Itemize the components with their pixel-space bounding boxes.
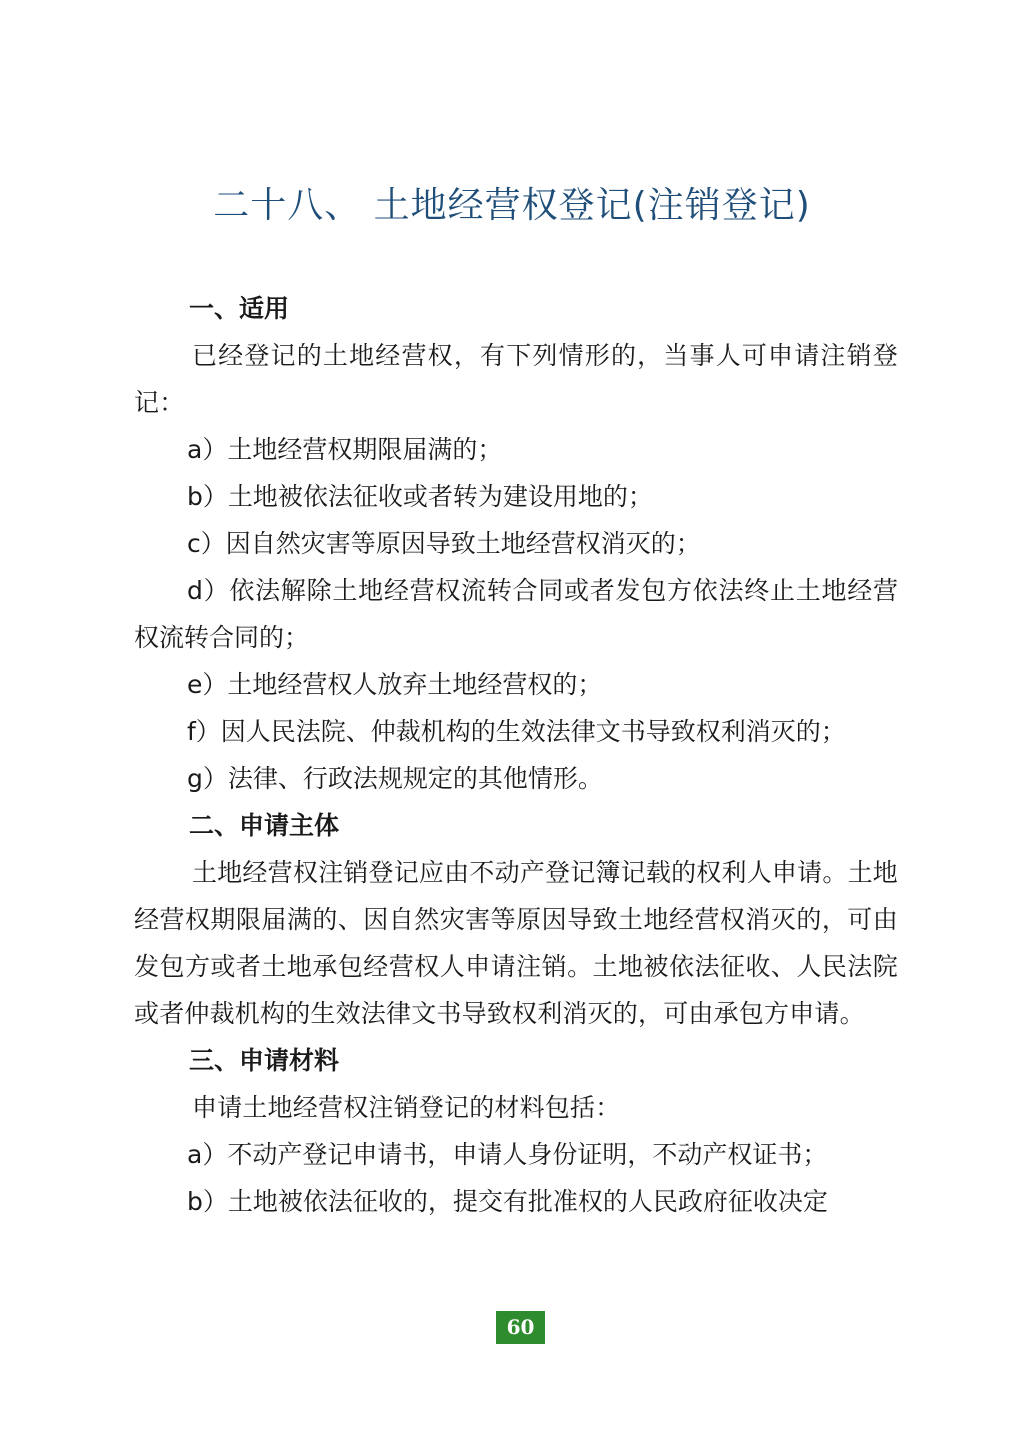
list-item: a）不动产登记申请书，申请人身份证明，不动产权证书； xyxy=(187,1140,828,1169)
section-intro-materials: 申请土地经营权注销登记的材料包括： xyxy=(192,1093,621,1122)
section-heading-applicant: 二、申请主体 xyxy=(189,811,340,840)
list-item: b）土地被依法征收或者转为建设用地的； xyxy=(187,482,653,511)
section-body-applicant: 土地经营权注销登记应由不动产登记簿记载的权利人申请。土地经营权期限届满的、因自然灾害等原因导致土地经营权消灭的，可由发包方或者土地承包经营权人申请注销。土地被依法征收、人民法院或者仲裁机构的生效法律文书导致权利消灭的，可由承包方申请。 xyxy=(134,858,898,1028)
list-item: c）因自然灾害等原因导致土地经营权消灭的； xyxy=(187,529,701,558)
section-heading-applicability: 一、适用 xyxy=(189,294,290,323)
list-item: e）土地经营权人放弃土地经营权的； xyxy=(187,670,603,699)
list-item: f）因人民法院、仲裁机构的生效法律文书导致权利消灭的； xyxy=(187,717,846,746)
list-item: b）土地被依法征收的，提交有批准权的人民政府征收决定 xyxy=(187,1187,828,1216)
list-item: a）土地经营权期限届满的； xyxy=(187,435,503,464)
document-body xyxy=(134,285,898,1225)
page-title: 二十八、 土地经营权登记(注销登记) xyxy=(213,185,811,226)
page-number-badge xyxy=(496,1311,545,1344)
section-heading-materials: 三、申请材料 xyxy=(189,1046,340,1075)
section-intro-applicability: 已经登记的土地经营权，有下列情形的，当事人可申请注销登记： xyxy=(134,341,898,417)
list-item: g）法律、行政法规规定的其他情形。 xyxy=(187,764,603,793)
page-number: 60 xyxy=(506,1315,535,1339)
list-item: d）依法解除土地经营权流转合同或者发包方依法终止土地经营权流转合同的； xyxy=(134,576,898,652)
